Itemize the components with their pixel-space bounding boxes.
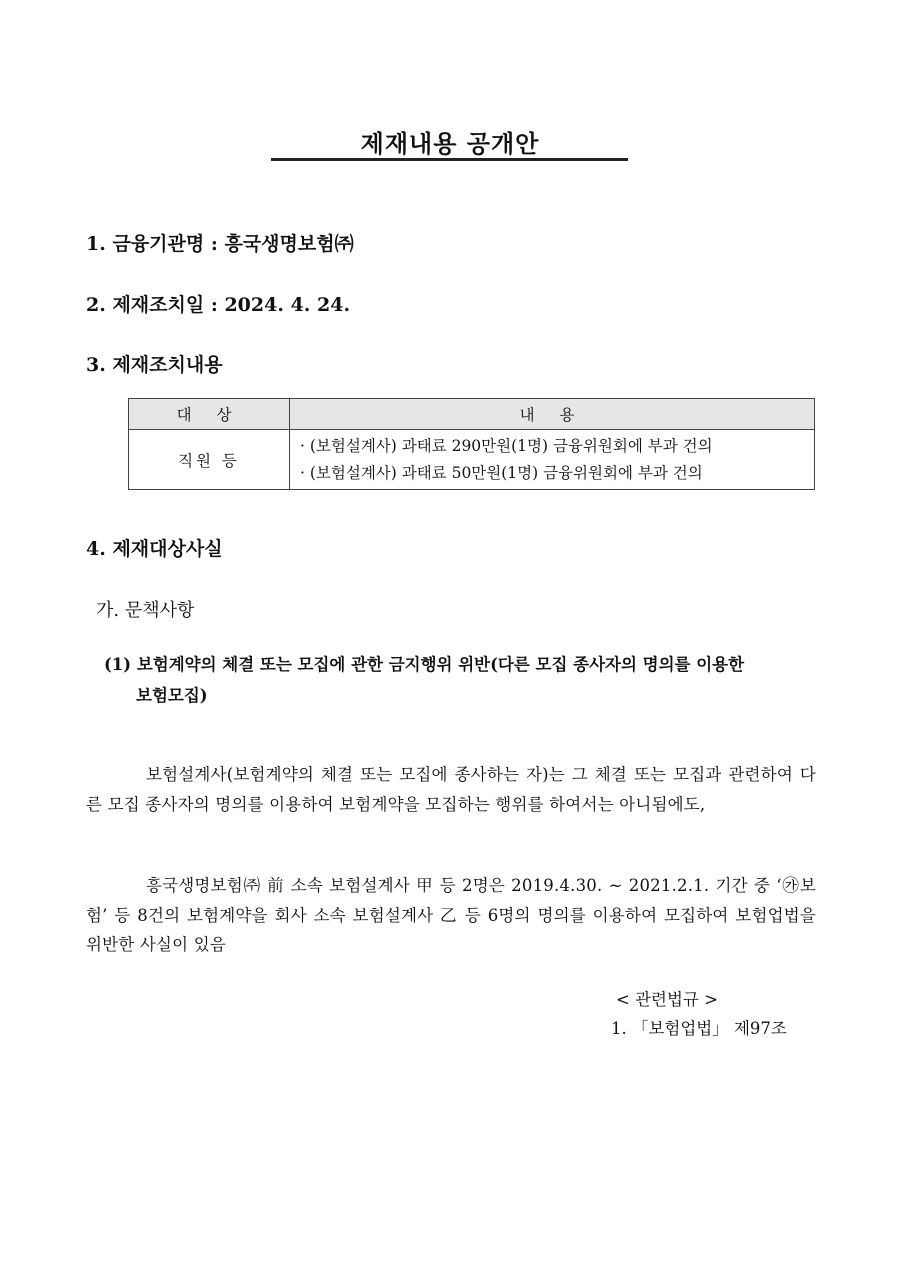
sanction-table <box>128 398 815 490</box>
header-content: 내 용 <box>290 399 815 430</box>
section-sanction-facts: 4. 제재대상사실 <box>86 538 223 560</box>
page-title: 제재내용 공개안 <box>360 130 540 158</box>
header-target: 대 상 <box>129 399 290 430</box>
cell-content <box>290 430 815 490</box>
section-institution-name: 1. 금융기관명 : 흥국생명보험㈜ <box>86 233 354 255</box>
subsection-reprimand: 가. 문책사항 <box>96 600 195 621</box>
content-line: · (보험설계사) 과태료 290만원(1명) 금융위원회에 부과 건의 <box>300 437 713 455</box>
content-line: · (보험설계사) 과태료 50만원(1명) 금융위원회에 부과 건의 <box>300 464 703 482</box>
violation-item-line1: (1) 보험계약의 체결 또는 모집에 관한 금지행위 위반(다른 모집 종사자의 명의를 이용한 <box>104 655 745 674</box>
cell-target: 직원 등 <box>129 430 290 490</box>
section-sanction-date: 2. 제재조치일 : 2024. 4. 24. <box>86 294 351 316</box>
title-underline <box>271 158 628 161</box>
table-header-row <box>129 399 815 430</box>
section-sanction-details: 3. 제재조치내용 <box>86 354 223 376</box>
related-law-heading: < 관련법규 > <box>616 990 718 1009</box>
table-row <box>129 430 815 490</box>
violation-item-line2: 보험모집) <box>136 686 208 705</box>
paragraph: 보험설계사(보험계약의 체결 또는 모집에 종사하는 자)는 그 체결 또는 모집과 관련하여 다른 모집 종사자의 명의를 이용하여 보험계약을 모집하는 행위를 하여서는 아니됨에도, <box>86 765 816 814</box>
violation-item <box>104 649 816 711</box>
related-law-item: 1. 「보험업법」 제97조 <box>611 1019 787 1038</box>
paragraph: 흥국생명보험㈜ 前 소속 보험설계사 甲 등 2명은 2019.4.30. ~ 2021.2.1. 기간 중 ‘㉮보험’ 등 8건의 보험계약을 회사 소속 보험설계사 乙 등 6명의 명의를 이용하여 모집하여 보험업법을 위반한 사실이 있음 <box>86 876 816 954</box>
